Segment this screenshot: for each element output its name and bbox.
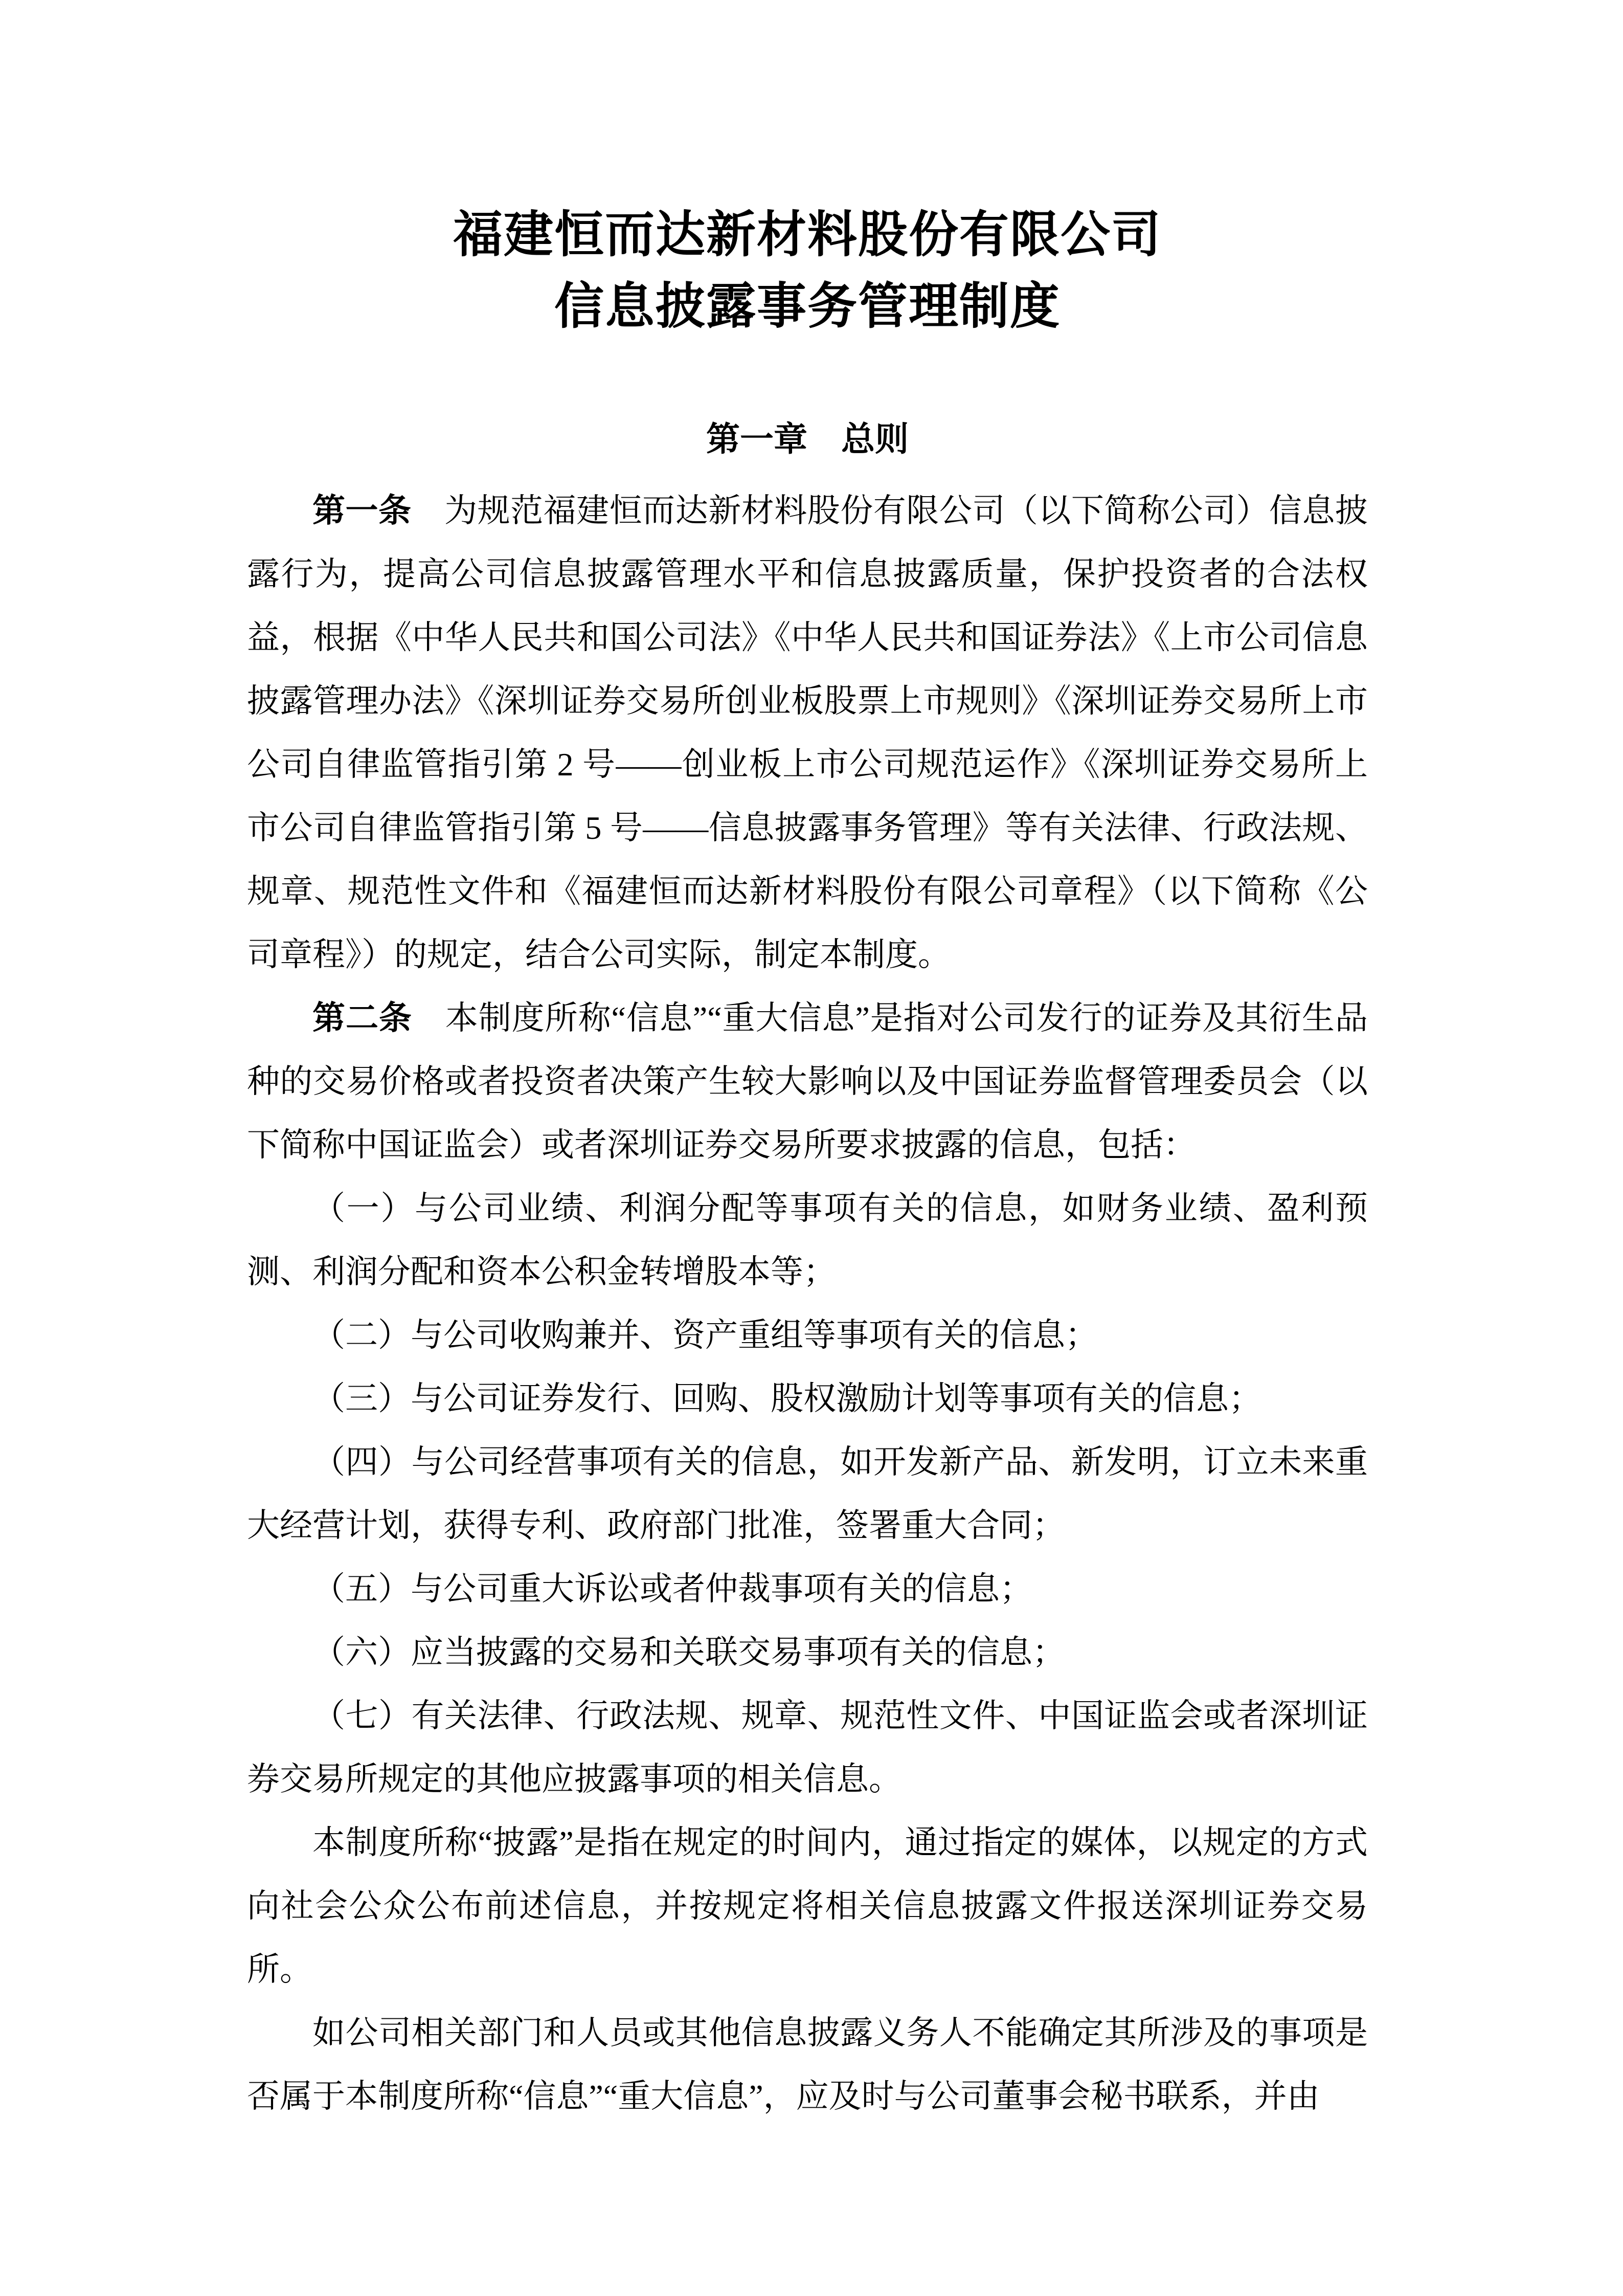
document-body	[247, 479, 1368, 2128]
paragraph-text: （七）有关法律、行政法规、规章、规范性文件、中国证监会或者深圳证券交易所规定的其他应披露事项的相关信息。	[247, 1698, 1368, 1797]
paragraph	[247, 1684, 1368, 1811]
paragraph-text: 本制度所称“披露”是指在规定的时间内，通过指定的媒体，以规定的方式向社会公众公布前述信息，并按规定将相关信息披露文件报送深圳证券交易所。	[247, 1824, 1368, 1988]
paragraph-text: （四）与公司经营事项有关的信息，如开发新产品、新发明，订立未来重大经营计划，获得专利、政府部门批准，签署重大合同；	[247, 1444, 1368, 1544]
paragraph-text: （三）与公司证券发行、回购、股权激励计划等事项有关的信息；	[312, 1380, 1261, 1417]
document-title-line1: 福建恒而达新材料股份有限公司	[453, 208, 1162, 262]
paragraph-text: （二）与公司收购兼并、资产重组等事项有关的信息；	[312, 1317, 1098, 1353]
article-number: 第一条	[312, 493, 412, 529]
paragraph	[247, 1621, 1368, 1684]
chapter-heading: 第一章 总则	[706, 421, 909, 458]
paragraph-text: 本制度所称“信息”“重大信息”是指对公司发行的证券及其衍生品种的交易价格或者投资者决策产生较大影响以及中国证券监督管理委员会（以下简称中国证监会）或者深圳证券交易所要求披露的信息，包括：	[247, 1000, 1368, 1163]
paragraph-text: 为规范福建恒而达新材料股份有限公司（以下简称公司）信息披露行为，提高公司信息披露管理水平和信息披露质量，保护投资者的合法权益，根据《中华人民共和国公司法》《中华人民共和国证券法》《上市公司信息披露管理办法》《深圳证券交易所创业板股票上市规则》《深圳证券交易所上市公司自律监管指引第 2 号——创业板上市公司规范运作》《深圳证券交易所上市公司自律监管指引第 5 号——信息披露事务管理》等有关法律、行政法规、规章、规范性文件和《福建恒而达新材料股份有限公司章程》（以下简称《公司章程》）的规定，结合公司实际，制定本制度。	[247, 493, 1368, 973]
paragraph-text: 如公司相关部门和人员或其他信息披露义务人不能确定其所涉及的事项是否属于本制度所称“信息”“重大信息”，应及时与公司董事会秘书联系，并由	[247, 2015, 1368, 2114]
document-title	[247, 199, 1368, 343]
paragraph	[247, 1304, 1368, 1367]
paragraph	[247, 1431, 1368, 1557]
paragraph-text: （五）与公司重大诉讼或者仲裁事项有关的信息；	[312, 1571, 1032, 1607]
article-number: 第二条	[312, 1000, 412, 1036]
paragraph	[247, 1557, 1368, 1621]
paragraph	[247, 1811, 1368, 2001]
paragraph	[247, 2001, 1368, 2128]
paragraph	[247, 479, 1368, 987]
paragraph	[247, 1177, 1368, 1304]
paragraph	[247, 987, 1368, 1177]
paragraph-text: （一）与公司业绩、利润分配等事项有关的信息，如财务业绩、盈利预测、利润分配和资本公积金转增股本等；	[247, 1190, 1368, 1290]
paragraph	[247, 1367, 1368, 1431]
document-title-line2: 信息披露事务管理制度	[554, 279, 1061, 334]
paragraph-text: （六）应当披露的交易和关联交易事项有关的信息；	[312, 1634, 1065, 1670]
